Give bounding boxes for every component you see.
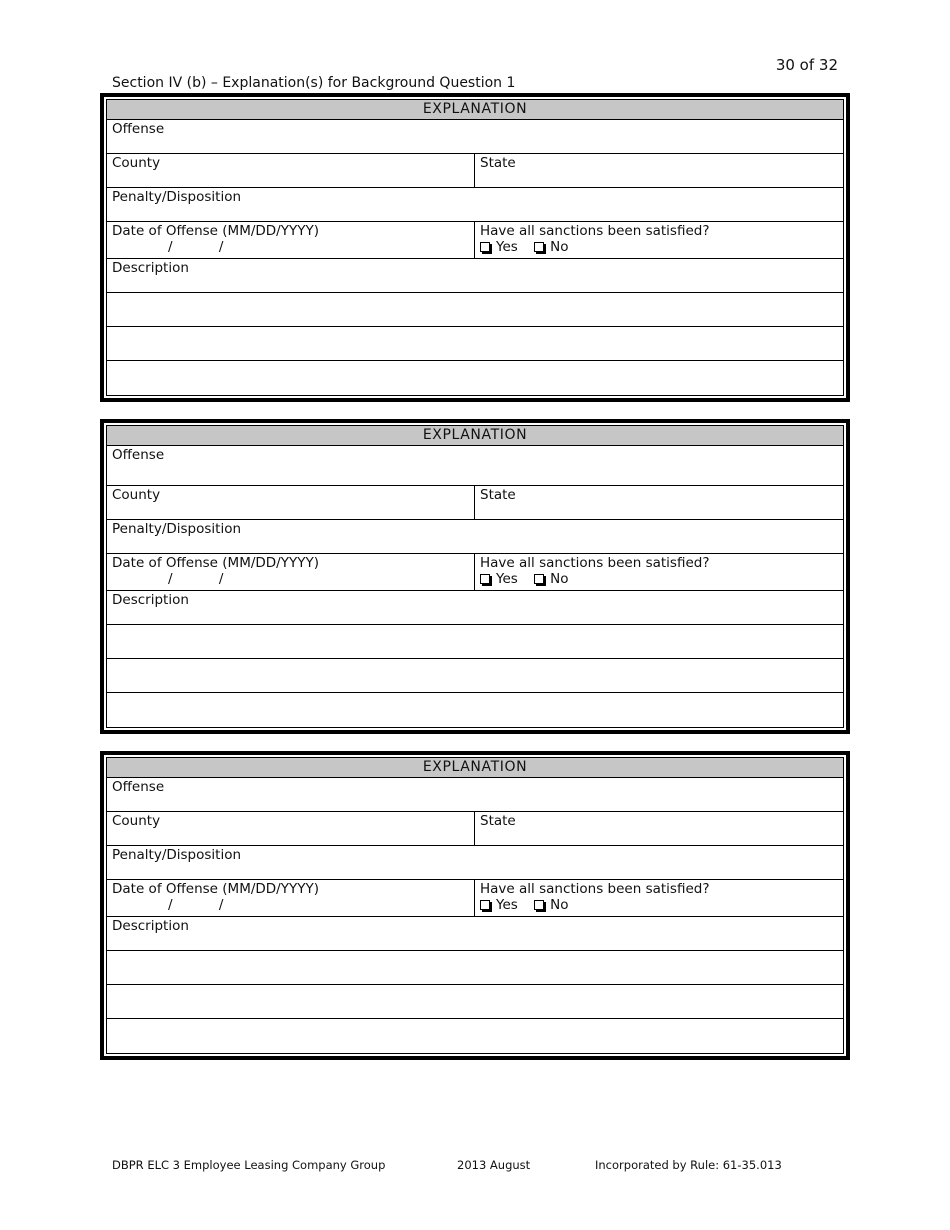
sanctions-field [475, 880, 843, 916]
penalty-field[interactable] [107, 846, 843, 880]
penalty-field[interactable] [107, 188, 843, 222]
description-line[interactable] [107, 327, 843, 361]
offense-field[interactable] [107, 120, 843, 154]
date-label: Date of Offense (MM/DD/YYYY) [112, 223, 319, 239]
explanation-box-1 [100, 93, 850, 402]
sanctions-field [475, 222, 843, 258]
date-slashes: / / [168, 897, 224, 913]
sanctions-field [475, 554, 843, 590]
no-checkbox[interactable] [534, 897, 568, 913]
description-field[interactable] [107, 917, 843, 951]
offense-label: Offense [112, 121, 165, 137]
checkbox-icon[interactable] [480, 574, 490, 584]
state-field[interactable] [475, 812, 843, 845]
description-line[interactable] [107, 659, 843, 693]
county-field[interactable] [107, 486, 475, 519]
penalty-field[interactable] [107, 520, 843, 554]
date-label: Date of Offense (MM/DD/YYYY) [112, 881, 319, 897]
explanation-header: EXPLANATION [107, 100, 843, 120]
description-line[interactable] [107, 951, 843, 985]
section-title: Section IV (b) – Explanation(s) for Background Question 1 [112, 75, 516, 91]
county-field[interactable] [107, 154, 475, 187]
explanation-box-3 [100, 751, 850, 1060]
date-of-offense-field[interactable] [107, 880, 475, 916]
page-number: 30 of 32 [775, 56, 838, 74]
state-label: State [480, 155, 516, 171]
offense-label: Offense [112, 447, 165, 463]
description-field[interactable] [107, 259, 843, 293]
state-label: State [480, 487, 516, 503]
checkbox-icon[interactable] [534, 242, 544, 252]
checkbox-icon[interactable] [534, 900, 544, 910]
penalty-label: Penalty/Disposition [112, 189, 242, 205]
description-label: Description [112, 918, 189, 934]
description-line[interactable] [107, 985, 843, 1019]
sanctions-label: Have all sanctions been satisfied? [480, 881, 710, 897]
date-slashes: / / [168, 571, 224, 587]
date-slashes: / / [168, 239, 224, 255]
offense-label: Offense [112, 779, 165, 795]
date-of-offense-field[interactable] [107, 554, 475, 590]
penalty-label: Penalty/Disposition [112, 521, 242, 537]
yes-checkbox[interactable] [480, 571, 518, 587]
state-field[interactable] [475, 154, 843, 187]
explanation-box-2 [100, 419, 850, 734]
date-label: Date of Offense (MM/DD/YYYY) [112, 555, 319, 571]
offense-field[interactable] [107, 446, 843, 486]
footer-rule: Incorporated by Rule: 61-35.013 [595, 1158, 782, 1172]
yes-label: Yes [496, 571, 518, 587]
description-line[interactable] [107, 361, 843, 395]
county-field[interactable] [107, 812, 475, 845]
description-line[interactable] [107, 693, 843, 727]
explanation-header: EXPLANATION [107, 426, 843, 446]
no-checkbox[interactable] [534, 571, 568, 587]
sanctions-label: Have all sanctions been satisfied? [480, 223, 710, 239]
description-label: Description [112, 260, 189, 276]
yes-label: Yes [496, 897, 518, 913]
no-checkbox[interactable] [534, 239, 568, 255]
yes-label: Yes [496, 239, 518, 255]
checkbox-icon[interactable] [480, 900, 490, 910]
penalty-label: Penalty/Disposition [112, 847, 242, 863]
county-label: County [112, 813, 161, 829]
checkbox-icon[interactable] [534, 574, 544, 584]
state-label: State [480, 813, 516, 829]
checkbox-icon[interactable] [480, 242, 490, 252]
description-line[interactable] [107, 625, 843, 659]
sanctions-label: Have all sanctions been satisfied? [480, 555, 710, 571]
footer-form-name: DBPR ELC 3 Employee Leasing Company Group [112, 1158, 386, 1172]
footer-date: 2013 August [457, 1158, 531, 1172]
description-field[interactable] [107, 591, 843, 625]
no-label: No [550, 897, 569, 913]
description-label: Description [112, 592, 189, 608]
county-label: County [112, 155, 161, 171]
offense-field[interactable] [107, 778, 843, 812]
county-label: County [112, 487, 161, 503]
state-field[interactable] [475, 486, 843, 519]
date-of-offense-field[interactable] [107, 222, 475, 258]
no-label: No [550, 571, 569, 587]
no-label: No [550, 239, 569, 255]
yes-checkbox[interactable] [480, 239, 518, 255]
description-line[interactable] [107, 1019, 843, 1053]
yes-checkbox[interactable] [480, 897, 518, 913]
description-line[interactable] [107, 293, 843, 327]
explanation-header: EXPLANATION [107, 758, 843, 778]
